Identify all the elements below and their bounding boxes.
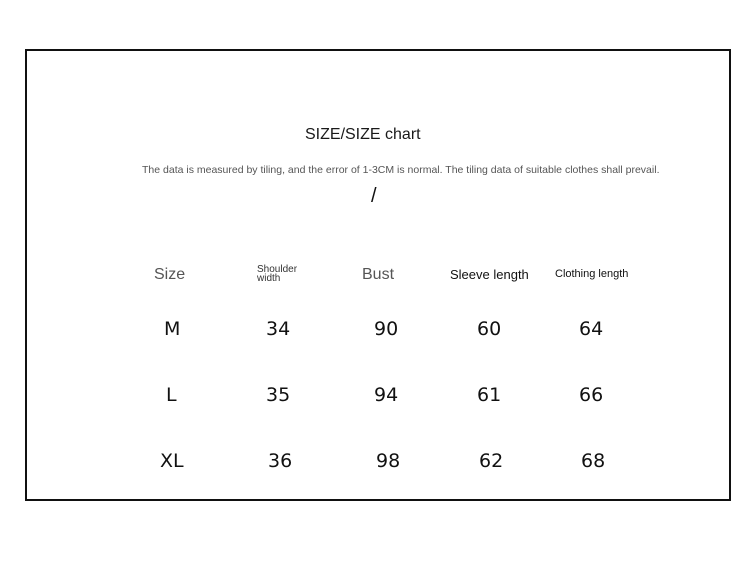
header-clothing-length: Clothing length <box>555 268 629 280</box>
cell-shoulder: 34 <box>266 318 291 340</box>
cell-clothing: 66 <box>579 384 604 406</box>
cell-sleeve: 62 <box>479 450 504 472</box>
cell-bust: 98 <box>376 450 401 472</box>
separator-slash: / <box>371 185 377 207</box>
header-bust: Bust <box>362 266 395 283</box>
cell-shoulder: 36 <box>268 450 293 472</box>
cell-clothing: 68 <box>581 450 606 472</box>
cell-shoulder: 35 <box>266 384 291 406</box>
cell-size: L <box>166 384 177 406</box>
cell-bust: 94 <box>374 384 399 406</box>
cell-clothing: 64 <box>579 318 604 340</box>
cell-sleeve: 60 <box>477 318 502 340</box>
cell-size: XL <box>160 450 184 472</box>
chart-title: SIZE/SIZE chart <box>305 126 421 143</box>
header-size: Size <box>154 266 186 283</box>
header-shoulder-width: Shoulder width <box>257 264 298 284</box>
measurement-note: The data is measured by tiling, and the error of 1-3CM is normal. The tiling data of suitable clothes shall prevail. <box>142 164 660 176</box>
header-sleeve-length: Sleeve length <box>450 267 529 282</box>
cell-sleeve: 61 <box>477 384 502 406</box>
cell-size: M <box>164 318 181 340</box>
cell-bust: 90 <box>374 318 399 340</box>
